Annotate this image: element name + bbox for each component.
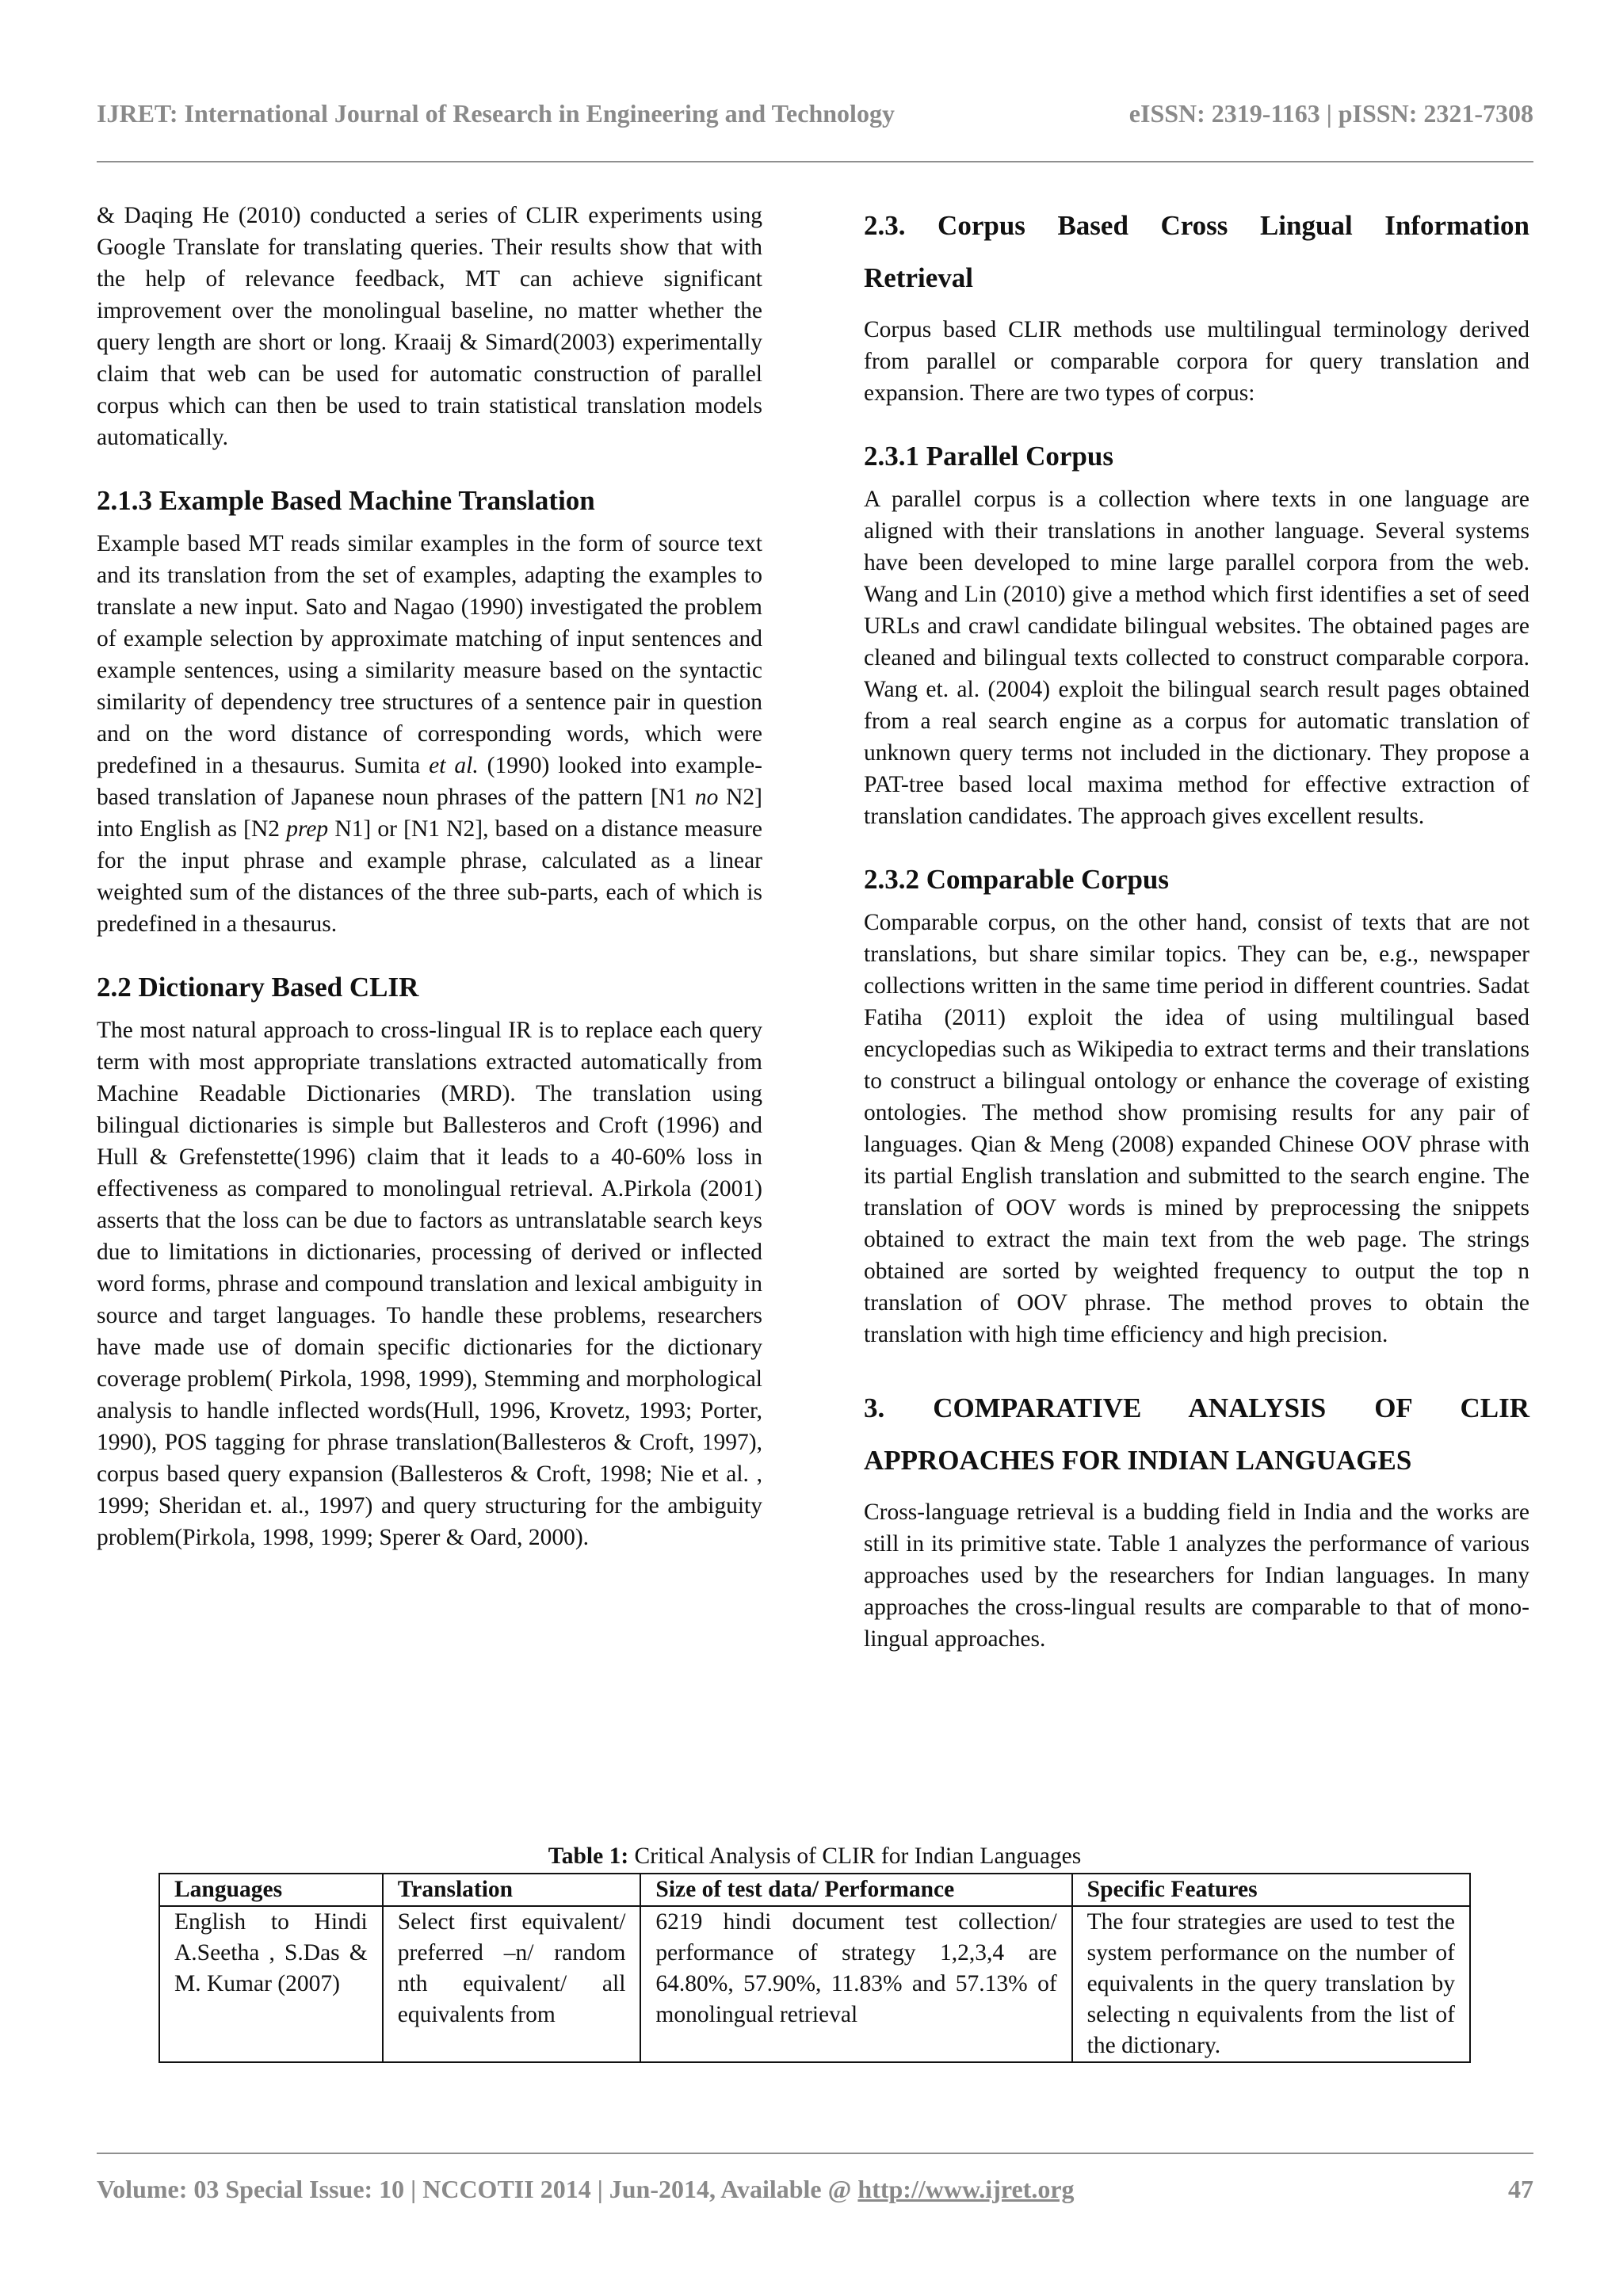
table-cell: The four strategies are used to test the system performance on the number of equivalents in the query translation by selecting n equivalents from the list of the dictionary. [1072, 1906, 1470, 2062]
journal-title: IJRET: International Journal of Research in Engineering and Technology [97, 99, 895, 128]
section-heading-2-1-3: 2.1.3 Example Based Machine Translation [97, 485, 595, 516]
table-header-cell: Specific Features [1072, 1874, 1470, 1906]
running-footer [97, 2175, 1533, 2204]
paragraph: & Daqing He (2010) conducted a series of CLIR experiments using Google Translate for translating queries. Their results show that with the help of relevance feedback, MT can achieve significant improvement over the monolingual baseline, no matter whether the query length are short or long. Kraaij & Simard(2003) experimentally claim that web can be used for automatic construction of parallel corpus which can then be used to train statistical translation models automatically. [97, 203, 762, 450]
paragraph: Cross-language retrieval is a budding field in India and the works are still in its primitive state. Table 1 analyzes the performance of various approaches used by the researchers for Indian languages. In many approaches the cross-lingual results are comparable to that of mono-lingual approaches. [864, 1499, 1529, 1652]
paragraph: A parallel corpus is a collection where texts in one language are aligned with their translations in another language. Several systems have been developed to mine large parallel corpora from the web. Wang and Lin (2010) give a method which first identifies a set of seed URLs and crawl candidate bilingual websites. The obtained pages are cleaned and bilingual texts collected to construct comparable corpora. Wang et. al. (2004) exploit the bilingual search result pages obtained from a real search engine as a corpus for automatic translation of unknown query terms not included in the dictionary. They propose a PAT-tree based local maxima method for effective extraction of translation candidates. The approach gives excellent results. [864, 487, 1529, 829]
paragraph: The most natural approach to cross-lingual IR is to replace each query term with most appropriate translations extracted automatically from Machine Readable Dictionaries (MRD). The translation using bilingual dictionaries is simple but Ballesteros and Croft (1996) and Hull & Grefenstette(1996) claim that it leads to a 40-60% loss in effectiveness as compared to monolingual retrieval. A.Pirkola (2001) asserts that the loss can be due to factors as untranslatable search keys due to limitations in dictionaries, processing of derived or inflected word forms, phrase and compound translation and lexical ambiguity in source and target languages. To handle these problems, researchers have made use of domain specific dictionaries for the dictionary coverage problem( Pirkola, 1998, 1999), Stemming and morphological analysis to handle inflected words(Hull, 1996, Krovetz, 1993; Porter, 1990), POS tagging for phrase translation(Ballesteros & Croft, 1997), corpus based query expansion (Ballesteros & Croft, 1998; Nie et al. , 1999; Sheridan et. al., 1997) and query structuring for the ambiguity problem(Pirkola, 1998, 1999; Sperer & Oard, 2000). [97, 1018, 762, 1550]
header-rule [97, 161, 1533, 162]
right-column [864, 200, 1529, 1687]
section-heading-2-3: 2.3. Corpus Based Cross Lingual Information [864, 210, 1529, 241]
section-heading-2-3-1: 2.3.1 Parallel Corpus [864, 441, 1113, 472]
section-heading-3-cont: APPROACHES FOR INDIAN LANGUAGES [864, 1445, 1412, 1476]
section-heading-3: 3. COMPARATIVE ANALYSIS OF CLIR [864, 1392, 1529, 1423]
running-header [97, 99, 1533, 128]
left-column [97, 200, 762, 1585]
issn: eISSN: 2319-1163 | pISSN: 2321-7308 [1128, 99, 1533, 128]
page-number: 47 [1508, 2175, 1533, 2203]
table-cell: 6219 hindi document test collection/ performance of strategy 1,2,3,4 are 64.80%, 57.90%, 11.83% and 57.13% of monolingual retrieval [640, 1906, 1071, 2062]
table-header-cell: Size of test data/ Performance [640, 1874, 1071, 1906]
volume-info: Volume: 03 Special Issue: 10 | NCCOTII 2014 | Jun-2014, Available @ http://www.ijret.org [97, 2175, 1075, 2203]
footer-rule [97, 2153, 1533, 2154]
table-cell: English to Hindi A.Seetha , S.Das & M. Kumar (2007) [159, 1906, 383, 2062]
paragraph: Example based MT reads similar examples in the form of source text and its translation from the set of examples, adapting the examples to translate a new input. Sato and Nagao (1990) investigated the problem of example selection by approximate matching of input sentences and example sentences, using a similarity measure based on the syntactic similarity of dependency tree structures of a sentence pair in question and on the word distance of corresponding words, which were predefined in a thesaurus. Sumita et al. (1990) looked into example-based translation of Japanese noun phrases of the pattern [N1 no N2] into English as [N2 prep N1] or [N1 N2], based on a distance measure for the input phrase and example phrase, calculated as a linear weighted sum of the distances of the three sub-parts, each of which is predefined in a thesaurus. [97, 531, 762, 937]
section-heading-2-3-cont: Retrieval [864, 262, 973, 293]
table-header-cell: Languages [159, 1874, 383, 1906]
paragraph: Corpus based CLIR methods use multilingual terminology derived from parallel or comparable corpora for query translation and expansion. There are two types of corpus: [864, 317, 1529, 406]
table-header-row [159, 1874, 1470, 1906]
analysis-table [158, 1873, 1471, 2063]
table-row [159, 1906, 1470, 2062]
table-caption: Table 1: Critical Analysis of CLIR for Indian Languages [548, 1843, 1082, 1869]
table-header-cell: Translation [383, 1874, 641, 1906]
journal-link[interactable]: http://www.ijret.org [857, 2175, 1075, 2203]
paragraph: Comparable corpus, on the other hand, consist of texts that are not translations, but share similar topics. They can be, e.g., newspaper collections written in the same time period in different countries. Sadat Fatiha (2011) exploit the idea of using multilingual based encyclopedias such as Wikipedia to extract terms and their translations to construct a bilingual ontology or enhance the coverage of existing ontologies. The method show promising results for any pair of languages. Qian & Meng (2008) expanded Chinese OOV phrase with its partial English translation and submitted to the search engine. The translation of OOV words is mined by preprocessing the snippets obtained to extract the main text from the web page. The strings obtained are sorted by weighted frequency to output the top n translation of OOV phrase. The method proves to obtain the translation with high time efficiency and high precision. [864, 910, 1529, 1347]
section-heading-2-2: 2.2 Dictionary Based CLIR [97, 972, 419, 1003]
table-cell: Select first equivalent/ preferred –n/ random nth equivalent/ all equivalents from [383, 1906, 641, 2062]
section-heading-2-3-2: 2.3.2 Comparable Corpus [864, 864, 1170, 895]
